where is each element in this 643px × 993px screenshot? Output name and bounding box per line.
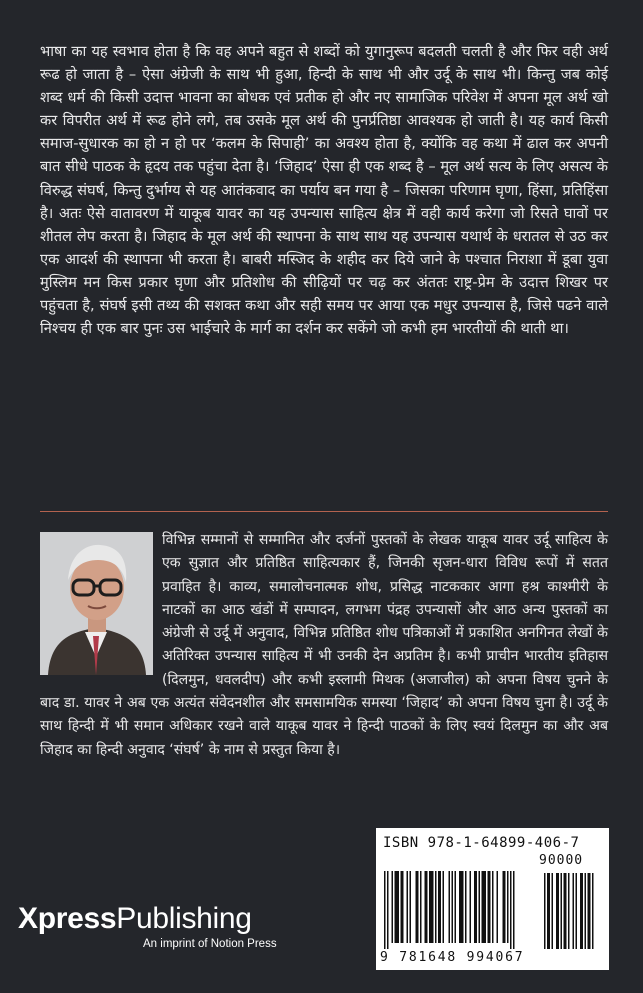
price-addon-code: 90000 <box>539 853 584 868</box>
barcode-bar <box>387 871 389 949</box>
barcode-bar <box>474 871 477 943</box>
addon-bar <box>580 873 583 949</box>
barcode-bar <box>425 871 428 943</box>
barcode-bar <box>488 871 491 943</box>
publisher-tagline: An imprint of Notion Press <box>143 938 277 950</box>
barcode-bar <box>429 871 434 943</box>
synopsis-text: भाषा का यह स्वभाव होता है कि वह अपने बहुत से शब्दों को युगानुरूप बदलती चलती है और फिर वही अर्थ रूढ हो जाता है – ऐसा अंग्रेजी के साथ भी हुआ, हिन्दी के साथ भी और उर्दू के साथ भी। किन्तु जब कोई शब्द धर्म की किसी उदात्त भावना का बोधक एवं प्रतीक हो और नए सामाजिक परिवेश में अपना मूल अर्थ खो कर विपरीत अर्थ में रूढ होने लगे, तब उसके मूल अर्थ की पुनर्प्रतिष्ठा आवश्यक हो जाती है। यह कार्य किसी समाज-सुधारक का हो न हो पर ‘कलम के सिपाही’ का अवश्य होता है, क्योंकि वह कथा में ढाल कर अपनी बात सीधे पाठक के हृदय तक पहुंचा देता है। ‘जिहाद’ ऐसा ही एक शब्द है – मूल अर्थ सत्य के लिए असत्य के विरुद्ध संघर्ष, किन्तु दुर्भाग्य से यह आतंकवाद का पर्याय बन गया है – जिसका परिणाम घृणा, हिंसा, प्रतिहिंसा है। अतः ऐसे वातावरण में याकूब यावर का यह उपन्यास साहित्य क्षेत्र में वही कार्य करेगा जो रिसते घावों पर शीतल लेप करता है। जिहाद के मूल अर्थ की स्थापना के साथ साथ यह उपन्यास यथार्थ के धरातल से उठ कर एक आदर्श की स्थापना भी करता है। बाबरी मस्जिद के शहीद कर दिये जाने के पश्चात निराशा में डूबा युवा मुस्लिम मन किस प्रकार घृणा और प्रतिशोध की सीढ़ियों पर चढ़ कर अंततः राष्ट्र-प्रेम के उदात्त शिखर पर पहुंचता है, संघर्ष इसी तथ्य की सशक्त कथा और सही समय पर आया एक मधुर उपन्यास है, जिसे पढने वाले निश्चय ही एक बार पुनः उस भाईचारे के मार्ग का दर्शन कर सकेंगे जो कभी हम भारतीयों की थाती था। <box>40 43 608 338</box>
barcode-bar <box>401 871 404 943</box>
barcode-bar <box>459 871 464 943</box>
barcode-bar <box>420 871 422 943</box>
publisher-logo <box>18 901 277 950</box>
barcode-bar <box>438 871 441 943</box>
barcode-bar <box>455 871 457 943</box>
isbn-barcode <box>376 828 609 970</box>
barcode-bar <box>510 871 512 949</box>
addon-bar <box>564 873 567 949</box>
barcode-bar <box>513 871 515 949</box>
barcode-bar <box>497 871 499 943</box>
barcode-bar <box>392 871 394 943</box>
barcode-bar <box>416 871 419 943</box>
addon-bar <box>552 873 554 949</box>
barcode-bar <box>435 871 437 943</box>
barcode-bar <box>482 871 487 943</box>
publisher-name-light: Publishing <box>116 902 252 935</box>
barcode-bar <box>479 871 481 943</box>
barcode-bar <box>465 871 467 943</box>
addon-bar <box>573 873 575 949</box>
publisher-name-bold: Xpress <box>18 902 117 935</box>
publisher-name <box>18 901 252 937</box>
barcode-bar <box>407 871 409 943</box>
barcode-bar <box>503 871 506 943</box>
addon-bar <box>547 873 550 949</box>
barcode-bar <box>384 871 386 949</box>
addon-bar <box>592 873 594 949</box>
addon-bar <box>576 873 578 949</box>
addon-bar <box>544 873 546 949</box>
barcode-bar <box>452 871 454 943</box>
addon-bar <box>588 873 591 949</box>
divider-line <box>40 511 608 512</box>
barcode-bar <box>449 871 451 943</box>
isbn-label: ISBN 978-1-64899-406-7 <box>383 835 580 851</box>
barcode-bar <box>410 871 412 943</box>
barcode-bar <box>395 871 400 943</box>
barcode-digits: 9 781648 994067 <box>380 950 525 965</box>
addon-bar <box>561 873 563 949</box>
barcode-bars <box>382 871 604 951</box>
barcode-bar <box>443 871 445 943</box>
photo-wrap-spacer <box>40 529 162 677</box>
addon-bar <box>568 873 570 949</box>
barcode-bar <box>507 871 509 943</box>
addon-bar <box>556 873 559 949</box>
barcode-bar <box>492 871 494 943</box>
addon-bar <box>585 873 587 949</box>
author-bio-content: विभिन्न सम्मानों से सम्मानित और दर्जनों पुस्तकों के लेखक याकूब यावर उर्दू साहित्य के एक सुज्ञात और प्रतिष्ठित साहित्यकार हैं, जिनकी सृजन-धारा विविध रूपों में सतत प्रवाहित है। काव्य, समालोचनात्मक शोध, प्रसिद्ध नाटककार आगा हश्र काश्मीरी के नाटकों का आठ खंडों में सम्पादन, लगभग पंद्रह उपन्यासों और आठ अन्य पुस्तकों का अंग्रेजी से उर्दू में अनुवाद, विभिन्न प्रतिष्ठित शोध पत्रिकाओं में प्रकाशित अनगिनत लेखों के अतिरिक्त उपन्यास साहित्य में भी उनकी देन अप्रतिम है। कभी प्राचीन भारतीय इतिहास (दिलमुन, धवलदीप) और कभी इस्लामी मिथक (अजाजील) को अपना विषय चुनने के बाद डा. यावर ने अब एक अत्यंत संवेदनशील और समसामयिक समस्या ‘जिहाद’ को अपना विषय चुना है। उर्दू के साथ हिन्दी में भी समान अधिकार रखने वाले याकूब यावर ने हिन्दी पाठकों के लिए स्वयं दिलमुन का और अब जिहाद का हिन्दी अनुवाद ‘संघर्ष’ के नाम से प्रस्तुत किया है। <box>40 532 608 758</box>
author-bio-text <box>40 529 608 762</box>
barcode-bar <box>470 871 472 943</box>
